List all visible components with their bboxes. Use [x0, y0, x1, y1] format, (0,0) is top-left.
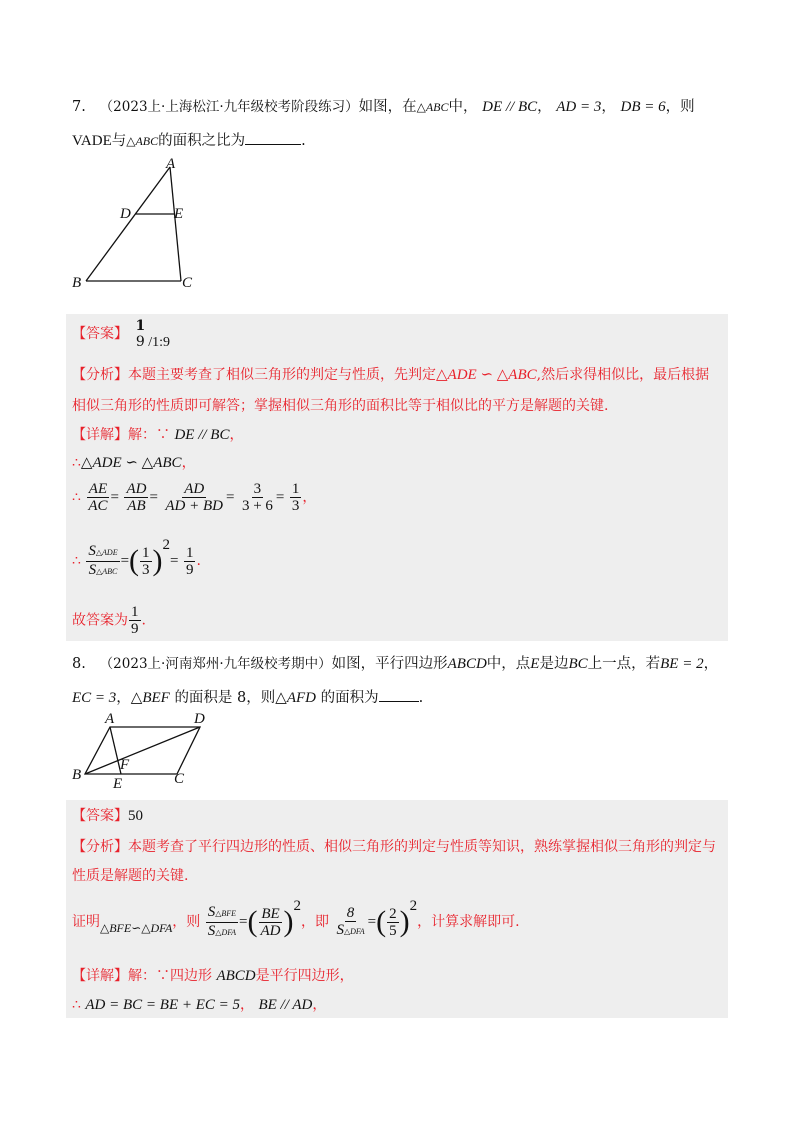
frac-num: AD — [126, 481, 147, 497]
q7-analysis-math: △ADE ∽ △ABC — [436, 367, 537, 383]
frac-num: BE — [261, 905, 280, 922]
q8-area-ratio — [206, 904, 238, 941]
q8-ratio-be-ad — [259, 906, 283, 939]
q8-ratio-2-5 — [387, 906, 399, 939]
q8-text: 的面积是 8，则 — [174, 690, 276, 706]
q8-analysis-text: 证明 — [72, 914, 100, 930]
q7-detail-math: △ADE ∽ △ABC — [80, 455, 182, 471]
q7-condition-db: DB = 6 — [620, 99, 666, 115]
q8-text: 的面积为 — [320, 690, 379, 706]
frac-den: AC — [88, 498, 108, 514]
exponent: 2 — [162, 537, 171, 553]
subscript: △DFA — [215, 927, 236, 937]
q7-frac-3-9 — [240, 481, 275, 514]
q8-text: ， — [703, 656, 719, 672]
q7-answer-den: 9 — [135, 334, 145, 350]
therefore-symbol: ∴ — [72, 489, 81, 506]
left-paren: ( — [129, 544, 140, 577]
q8-figure — [70, 715, 240, 795]
answer-tag: 【答案】 — [72, 326, 128, 342]
q8-stem-line2 — [72, 687, 423, 708]
q7-number: 7. — [72, 99, 86, 115]
q8-label-d: D — [194, 711, 205, 727]
q7-final-text: 故答案为 — [72, 612, 128, 629]
frac-den: 3 + 6 — [241, 498, 273, 514]
q7-stem-line2 — [72, 130, 306, 151]
q7-text: 的面积之比为 — [158, 133, 246, 149]
frac-den: AB — [127, 498, 146, 514]
q8-label-c: C — [174, 771, 185, 787]
q8-detail-line2 — [72, 995, 326, 1015]
q7-final-fraction — [129, 604, 141, 637]
equals: = — [110, 489, 120, 506]
q8-condition-be: BE = 2 — [660, 656, 704, 672]
frac-den: AD — [260, 922, 281, 939]
answer-tag: 【答案】 — [72, 808, 128, 824]
q8-stem-line1 — [72, 654, 718, 674]
right-paren: ) — [283, 905, 294, 938]
frac-num: AE — [88, 481, 108, 497]
q7-frac-ae-ac — [86, 481, 109, 514]
q8-label-e: E — [113, 776, 123, 792]
therefore-symbol: ∴ — [72, 455, 81, 471]
q8-detail-text: 解：∵四边形 — [128, 968, 212, 984]
q7-frac-1-3 — [290, 481, 302, 514]
q8-analysis-line1 — [72, 837, 716, 857]
q8-detail-math: AD = BC = BE + EC = 5 — [85, 997, 241, 1013]
q7-result-1-9 — [184, 545, 196, 578]
detail-tag: 【详解】 — [72, 968, 128, 984]
q8-answer-value: 50 — [128, 808, 143, 824]
q8-text: ， — [116, 690, 131, 706]
frac-num: 8 — [346, 904, 355, 921]
q8-label-f: F — [120, 757, 130, 773]
right-paren: ) — [399, 905, 410, 938]
q7-answer — [72, 318, 170, 353]
equals: = — [120, 553, 130, 569]
q7-stem-line1 — [72, 97, 695, 117]
q8-detail-line1 — [72, 966, 354, 986]
q7-detail-line4 — [72, 537, 201, 580]
q7-answer-fraction — [133, 318, 147, 350]
frac-num: 3 — [253, 481, 262, 497]
equals: = — [149, 489, 158, 506]
q8-answer — [72, 806, 143, 826]
q8-diagonal-bd — [85, 727, 200, 774]
q7-area-ratio — [86, 543, 119, 580]
q7-detail-line1 — [72, 425, 243, 445]
q8-analysis-text: ，则 — [172, 914, 201, 930]
q7-frac-ad-sum — [163, 481, 225, 514]
q7-analysis-line1 — [72, 365, 709, 385]
q7-analysis-text: ,然后求得相似比，最后根据 — [536, 367, 710, 383]
frac-num: 1 — [291, 481, 300, 497]
q7-label-c: C — [182, 275, 193, 291]
q8-similar-triangles: △BFE∽△DFA — [100, 921, 173, 935]
q7-final — [72, 604, 146, 637]
q7-label-b: B — [72, 275, 82, 291]
frac-num: AD — [184, 481, 205, 497]
analysis-tag: 【分析】 — [72, 367, 128, 383]
q7-detail-text: . — [196, 553, 201, 569]
frac-den: 9 — [131, 621, 139, 637]
frac-num: 2 — [389, 905, 397, 922]
q7-final-text: . — [141, 612, 146, 629]
therefore-symbol: ∴ — [72, 553, 81, 569]
frac-num: S — [88, 542, 96, 559]
q7-detail-line3 — [72, 481, 316, 514]
q7-side-ac — [170, 167, 184, 281]
frac-num: 1 — [185, 544, 194, 561]
q8-label-b: B — [72, 767, 82, 783]
subscript: △ADE — [95, 547, 118, 557]
q7-label-e: E — [174, 206, 184, 222]
frac-den: 3 — [142, 561, 150, 578]
q7-side-ab — [86, 167, 170, 281]
q7-triangle-ade: VADE — [72, 133, 112, 149]
q8-number: 8. — [72, 656, 86, 672]
q8-triangle-afd: △AFD — [275, 690, 316, 706]
subscript: △BFE — [215, 908, 237, 918]
frac-num: 1 — [131, 604, 139, 620]
q7-figure — [60, 150, 220, 300]
q7-frac-ad-ab — [124, 481, 148, 514]
q7-text: 中， — [448, 99, 478, 115]
q8-analysis-text: 性质是解题的关键. — [72, 868, 189, 884]
equals: = — [170, 553, 179, 569]
therefore-symbol: ∴ — [72, 997, 81, 1013]
q8-analysis-line3 — [72, 898, 520, 941]
frac-den: 9 — [185, 561, 194, 578]
q7-condition-parallel: DE // BC — [482, 99, 538, 115]
equals: = — [275, 489, 285, 506]
frac-den: S — [88, 561, 97, 578]
q8-label-a: A — [105, 711, 115, 727]
q7-text: ， — [537, 99, 552, 115]
left-paren: ( — [376, 905, 387, 938]
analysis-tag: 【分析】 — [72, 839, 128, 855]
q7-detail-text: ， — [302, 489, 317, 506]
q8-detail-math: ABCD — [216, 968, 256, 984]
frac-num: 1 — [142, 544, 150, 561]
frac-den: S — [207, 922, 216, 939]
q8-triangle-bef: △BEF — [130, 690, 170, 706]
frac-den: AD + BD — [165, 498, 224, 514]
equals: = — [226, 489, 235, 506]
q7-text: ，则 — [665, 99, 695, 115]
q8-analysis-text: ，计算求解即可. — [417, 914, 520, 930]
detail-tag: 【详解】 — [72, 427, 128, 443]
q7-condition-ad: AD = 3 — [556, 99, 602, 115]
q8-analysis-line2 — [72, 866, 188, 886]
q8-parallelogram: ABCD — [447, 656, 487, 672]
q8-analysis-text: 本题考查了平行四边形的性质、相似三角形的判定与性质等知识，熟练掌握相似三角形的判定与 — [128, 839, 716, 855]
q8-detail-text: ， — [240, 997, 255, 1013]
q8-detail-math: BE // AD — [258, 997, 313, 1013]
subscript: △DFA — [343, 926, 365, 936]
q7-label-d: D — [120, 206, 131, 222]
q8-detail-text: 是平行四边形， — [255, 968, 354, 984]
q8-text: . — [418, 690, 424, 706]
q7-text: . — [301, 133, 306, 149]
q7-analysis-line2 — [72, 396, 608, 416]
q7-text: 如图，在 — [358, 99, 417, 115]
q7-detail-text: ， — [229, 427, 244, 443]
q7-text: 与 — [111, 133, 127, 149]
frac-den: 5 — [389, 922, 397, 939]
equals: = — [239, 914, 248, 930]
right-paren: ) — [152, 544, 163, 577]
q8-text: 中，点 — [486, 656, 531, 672]
q7-solution-box — [66, 314, 728, 641]
q8-text: 上一点，若 — [587, 656, 661, 672]
q8-text: 如图，平行四边形 — [331, 656, 448, 672]
q7-text: ， — [601, 99, 616, 115]
q7-triangle-abc: △ABC — [126, 134, 159, 148]
q7-answer-blank[interactable] — [245, 130, 301, 145]
q8-point-e: E — [530, 656, 540, 672]
q8-condition-ec: EC = 3 — [72, 690, 117, 706]
q7-triangle-abc: △ABC — [416, 100, 449, 114]
left-paren: ( — [247, 905, 258, 938]
frac-num: S — [207, 903, 216, 920]
frac-den: S — [336, 921, 344, 938]
q8-answer-blank[interactable] — [379, 687, 419, 702]
q7-ratio-1-3 — [140, 545, 152, 578]
q8-eq-ratio — [334, 905, 366, 940]
q7-answer-num: 1 — [135, 318, 146, 334]
q7-analysis-text: 相似三角形的性质即可解答；掌握相似三角形的面积比等于相似比的平方是解题的关键. — [72, 398, 609, 414]
equals: = — [367, 914, 377, 930]
q7-source: （2023上·上海松江·九年级校考阶段练习） — [99, 99, 359, 115]
exponent: 2 — [409, 898, 418, 914]
subscript: △ABC — [96, 566, 118, 576]
q8-text: 是边 — [539, 656, 569, 672]
q7-detail-text: 解：∵ — [128, 427, 170, 443]
q8-detail-text: ， — [312, 997, 327, 1013]
q8-source: （2023上·河南郑州·九年级校考期中） — [99, 656, 332, 672]
exponent: 2 — [293, 898, 302, 914]
q7-answer-alt: /1:9 — [148, 335, 170, 350]
q7-analysis-text: 本题主要考查了相似三角形的判定与性质，先判定 — [128, 367, 436, 383]
q7-detail-math: DE // BC — [174, 427, 230, 443]
q8-side-bc: BC — [568, 656, 588, 672]
frac-den: 3 — [291, 498, 300, 514]
q7-detail-text: ， — [181, 455, 196, 471]
q7-detail-line2 — [72, 453, 196, 473]
q8-analysis-text: ，即 — [301, 914, 330, 930]
q7-label-a: A — [166, 156, 176, 172]
